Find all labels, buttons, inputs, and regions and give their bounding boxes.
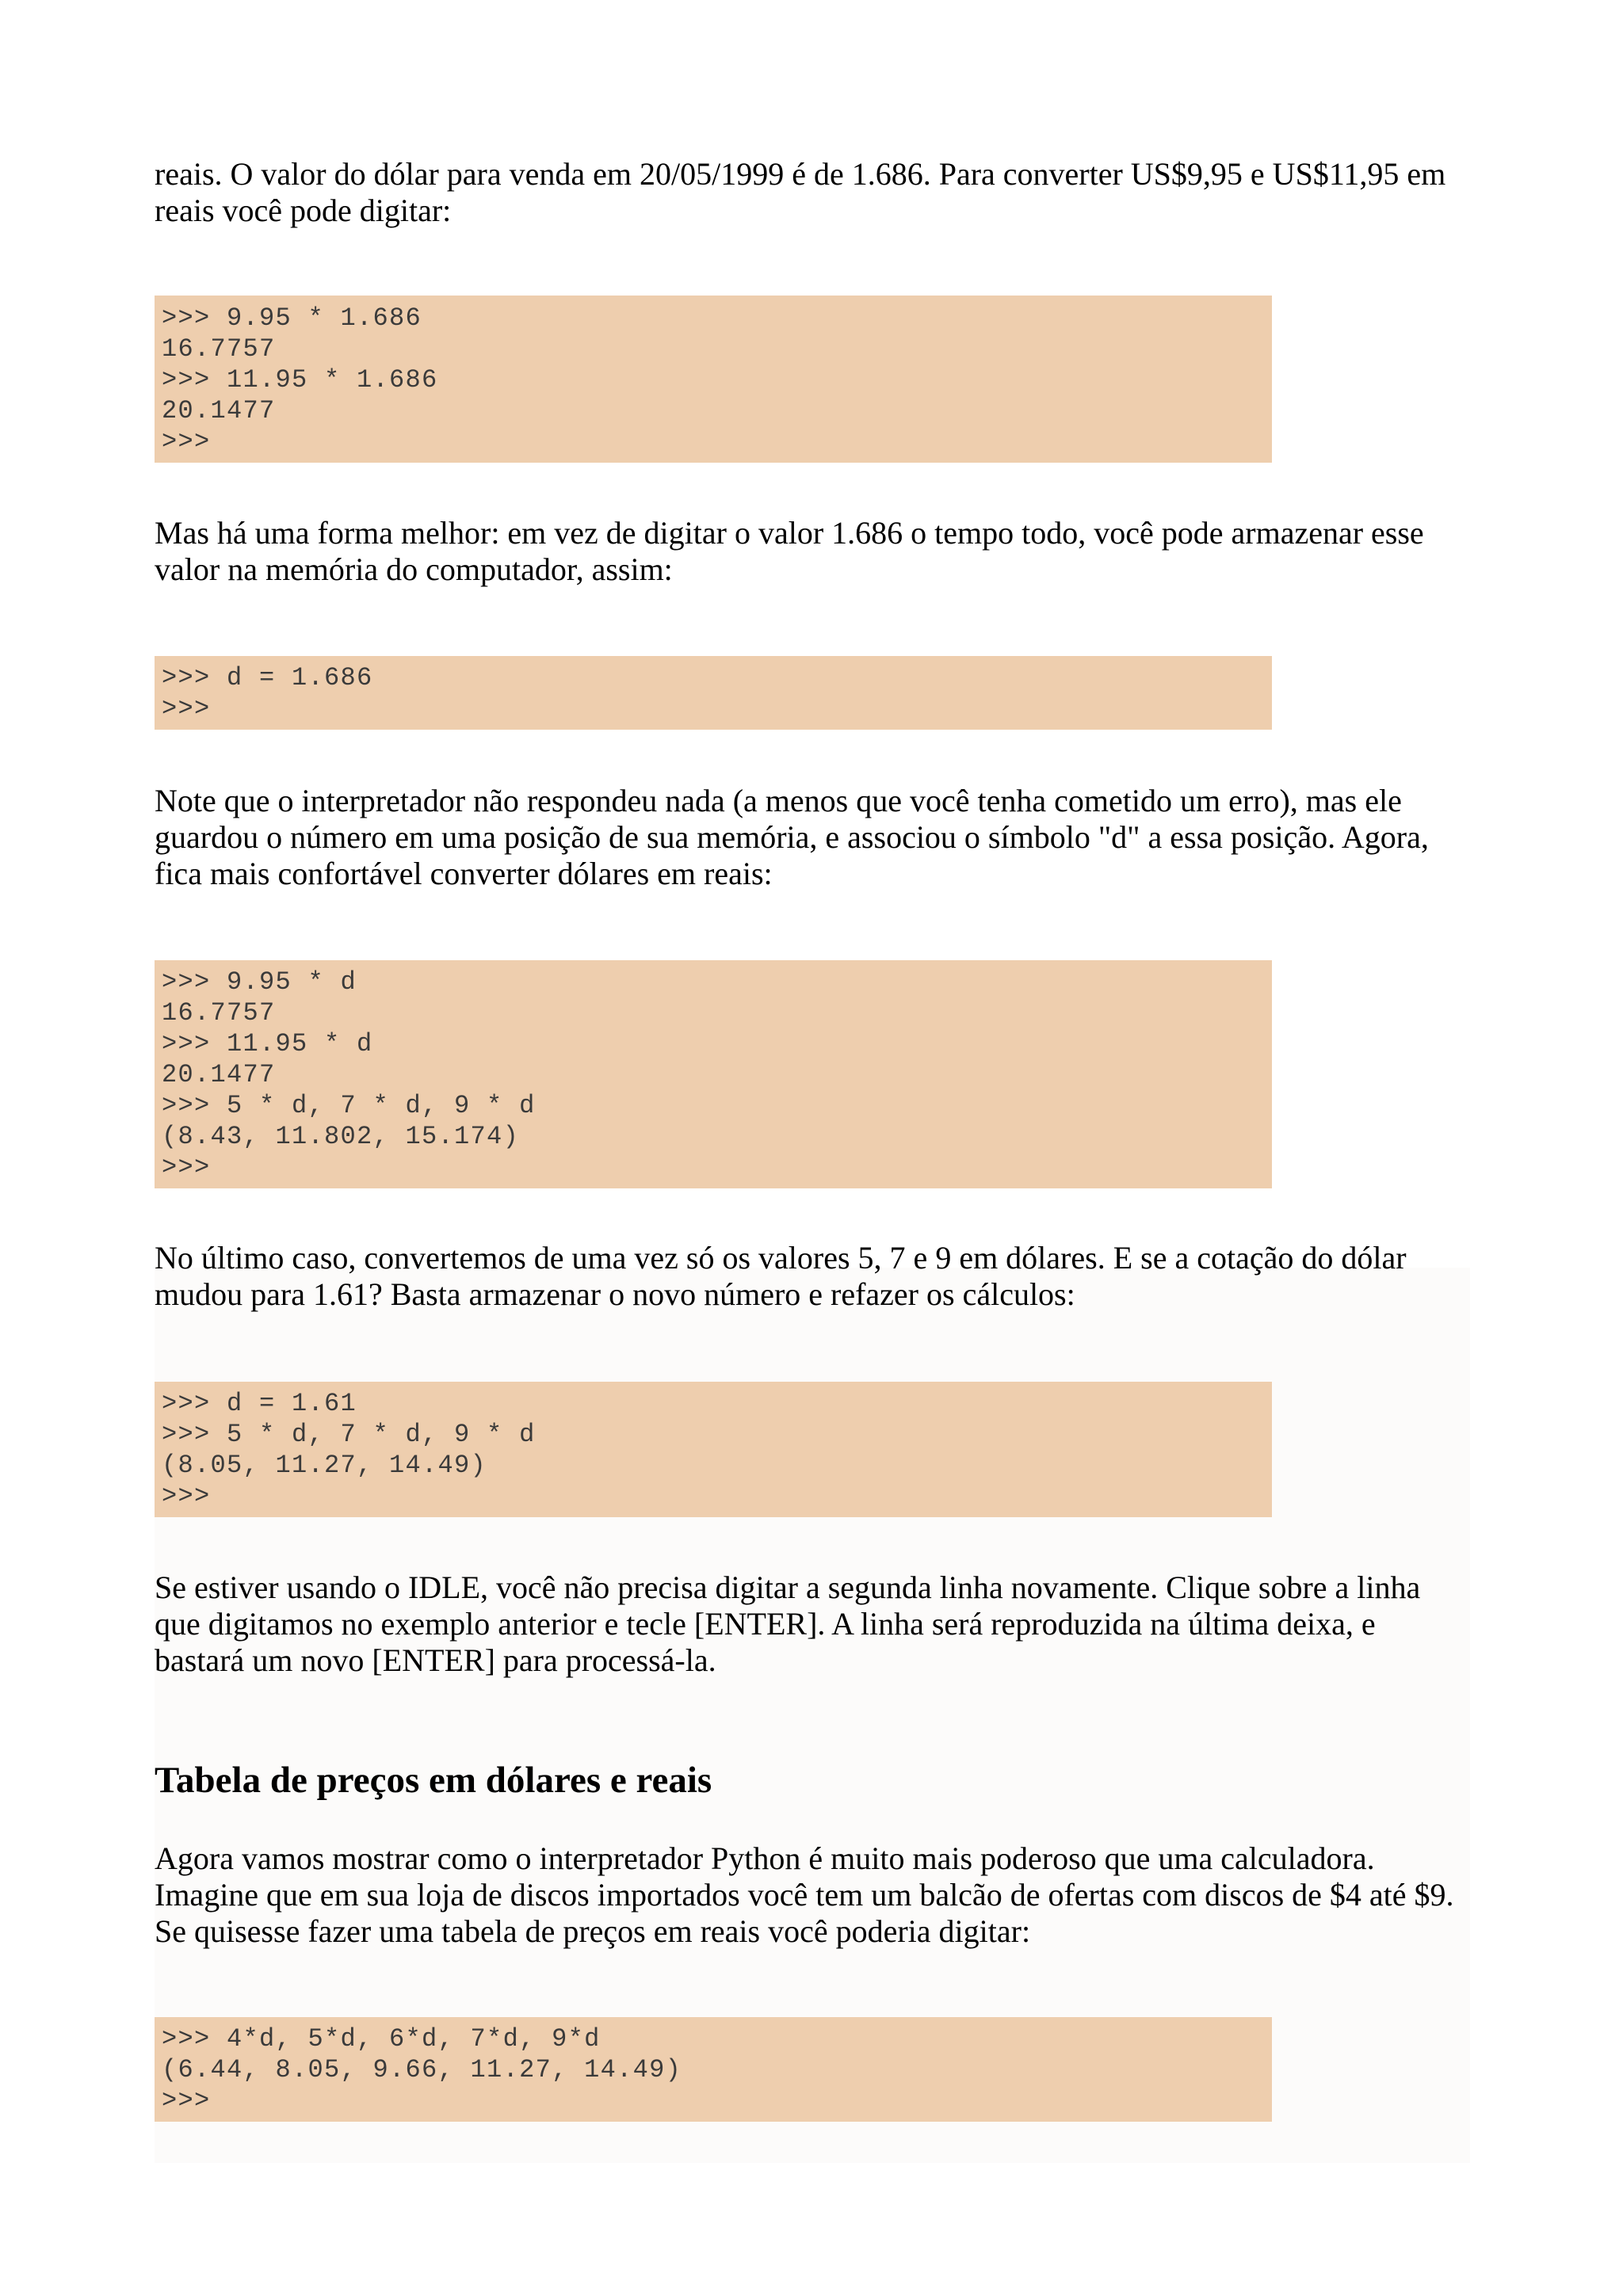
code-block-assign: [155, 656, 1272, 730]
text-line: Mas há uma forma melhor: em vez de digitar o valor 1.686 o tempo todo, você pode armazenar esse: [155, 515, 1424, 551]
text-line: Imagine que em sua loja de discos importados você tem um balcão de ofertas com discos de $4 até $9.: [155, 1877, 1454, 1913]
text-line: Note que o interpretador não respondeu nada (a menos que você tenha cometido um erro), mas ele: [155, 783, 1402, 818]
code-line: >>>: [162, 1153, 211, 1182]
paragraph-idle-tip: [155, 1569, 1470, 1679]
paragraph-python-power: [155, 1840, 1470, 1950]
code-line: >>> d = 1.61: [162, 1389, 357, 1418]
code-line: (8.43, 11.802, 15.174): [162, 1122, 520, 1151]
code-line: 20.1477: [162, 396, 276, 425]
text-line: Se quisesse fazer uma tabela de preços em reais você poderia digitar:: [155, 1913, 1031, 1949]
code-line: >>>: [162, 694, 211, 723]
code-line: >>> 9.95 * d: [162, 967, 357, 997]
code-line: >>> 9.95 * 1.686: [162, 303, 422, 333]
text-line: mudou para 1.61? Basta armazenar o novo número e refazer os cálculos:: [155, 1276, 1075, 1312]
code-line: 16.7757: [162, 334, 276, 364]
text-line: Se estiver usando o IDLE, você não precisa digitar a segunda linha novamente. Clique sobre a linha: [155, 1569, 1421, 1605]
code-block-variable-use: [155, 960, 1272, 1188]
code-line: 16.7757: [162, 998, 276, 1028]
code-block-price-table: [155, 2017, 1272, 2122]
code-line: (8.05, 11.27, 14.49): [162, 1451, 487, 1480]
code-line: >>> d = 1.686: [162, 663, 373, 692]
code-line: >>>: [162, 2086, 211, 2115]
paragraph-interpreter-note: [155, 783, 1470, 892]
code-line: (6.44, 8.05, 9.66, 11.27, 14.49): [162, 2055, 682, 2084]
code-line: 20.1477: [162, 1060, 276, 1089]
code-line: >>>: [162, 1482, 211, 1511]
code-line: >>>: [162, 427, 211, 456]
code-block-conversion: [155, 296, 1272, 463]
code-line: >>> 5 * d, 7 * d, 9 * d: [162, 1091, 536, 1120]
text-line: que digitamos no exemplo anterior e tecle [ENTER]. A linha será reproduzida na última deixa, e: [155, 1606, 1376, 1642]
text-line: bastará um novo [ENTER] para processá-la.: [155, 1642, 716, 1678]
paragraph-last-case: [155, 1240, 1470, 1313]
section-heading: Tabela de preços em dólares e reais: [155, 1760, 712, 1801]
code-line: >>> 4*d, 5*d, 6*d, 7*d, 9*d: [162, 2024, 601, 2054]
code-line: >>> 11.95 * 1.686: [162, 365, 438, 395]
text-line: Agora vamos mostrar como o interpretador Python é muito mais poderoso que uma calculadora.: [155, 1840, 1375, 1876]
paragraph-memory: [155, 515, 1470, 588]
text-line: No último caso, convertemos de uma vez só os valores 5, 7 e 9 em dólares. E se a cotação do dólar: [155, 1240, 1407, 1276]
text-line: reais você pode digitar:: [155, 193, 452, 228]
text-line: guardou o número em uma posição de sua memória, e associou o símbolo "d" a essa posição. Agora,: [155, 819, 1429, 855]
text-line: reais. O valor do dólar para venda em 20/05/1999 é de 1.686. Para converter US$9,95 e US$11,95 em: [155, 156, 1446, 192]
text-line: fica mais confortável converter dólares em reais:: [155, 856, 773, 891]
paragraph-dollar-rate: [155, 156, 1470, 229]
code-block-new-rate: [155, 1382, 1272, 1517]
code-line: >>> 11.95 * d: [162, 1029, 373, 1058]
text-line: valor na memória do computador, assim:: [155, 551, 673, 587]
code-line: >>> 5 * d, 7 * d, 9 * d: [162, 1420, 536, 1449]
